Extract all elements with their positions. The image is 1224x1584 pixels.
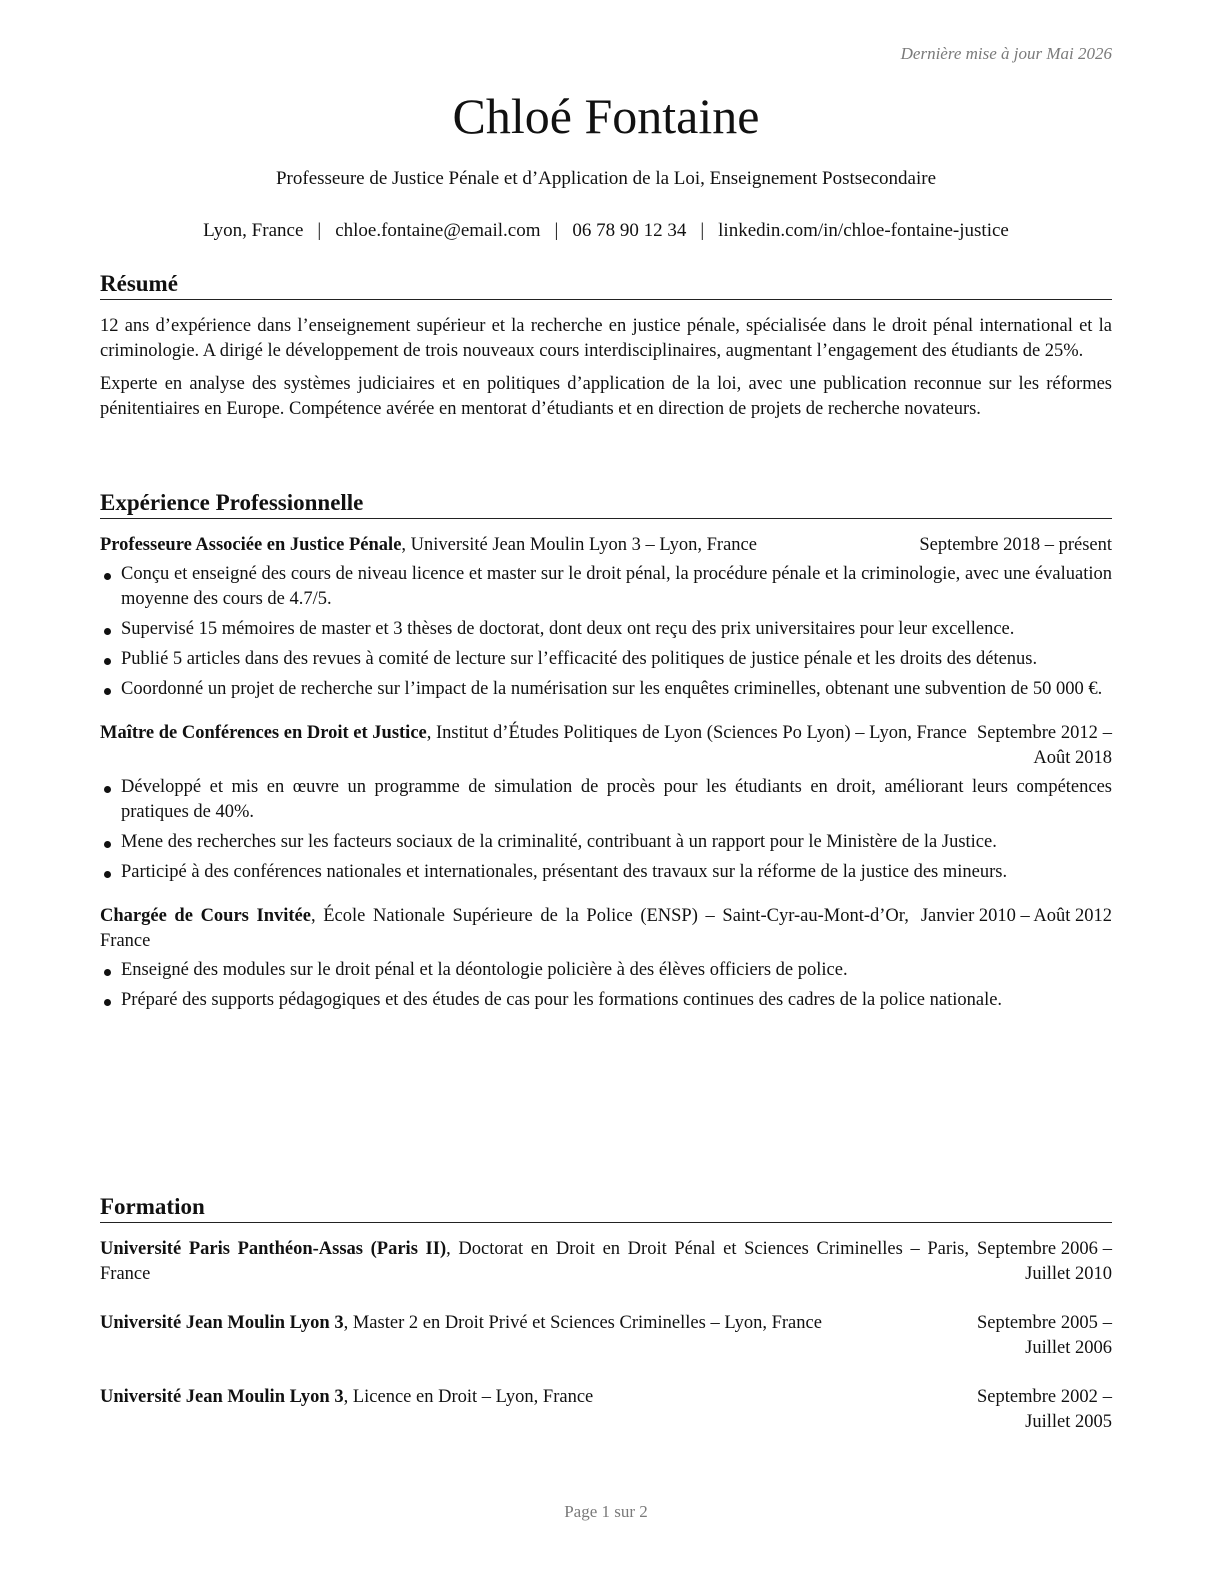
contact-phone: 06 78 90 12 34 (572, 220, 687, 241)
bullet-icon (104, 573, 111, 580)
page-number: Page 1 sur 2 (564, 1502, 648, 1521)
experience-title (100, 533, 907, 558)
bullet-icon (104, 688, 111, 695)
summary-paragraph: Experte en analyse des systèmes judiciaires et en politiques d’application de la loi, avec une publication reconnue sur les réformes pénitentiaires en Europe. Compétence avérée en mentorat d’étudiants et en direction de projets de recherche novateurs. (100, 374, 1112, 419)
bullet-text: Supervisé 15 mémoires de master et 3 thèses de doctorat, dont deux ont reçu des prix universitaires pour leur excellence. (121, 619, 1015, 639)
contact-separator: | (554, 220, 559, 241)
experience-role: Maître de Conférences en Droit et Justice (100, 723, 427, 743)
bullet-icon (104, 871, 111, 878)
bullet-text: Enseigné des modules sur le droit pénal et la déontologie policière à des élèves officiers de police. (121, 960, 848, 980)
experience-header (100, 721, 1112, 771)
experience-dates: Janvier 2010 – Août 2012 (920, 906, 1112, 926)
experience-title (100, 904, 909, 954)
education-degree: , Master 2 en Droit Privé et Sciences Criminelles – Lyon, France (343, 1313, 822, 1333)
experience-entry (100, 904, 1112, 1013)
education-entry (100, 1385, 1112, 1435)
bullet-text: Mene des recherches sur les facteurs sociaux de la criminalité, contribuant à un rapport pour le Ministère de la Justice. (121, 832, 997, 852)
education-dates: Septembre 2006 – Juillet 2010 (977, 1239, 1112, 1284)
bullet-icon (104, 969, 111, 976)
experience-organization: , École Nationale Supérieure de la Police (ENSP) – Saint-Cyr-au-Mont-d’Or, France (100, 906, 909, 951)
candidate-title: Professeure de Justice Pénale et d’Application de la Loi, Enseignement Postsecondaire (275, 168, 937, 189)
bullet-text: Préparé des supports pédagogiques et des études de cas pour les formations continues des cadres de la police nationale. (121, 990, 1003, 1010)
bullet-icon (104, 658, 111, 665)
list-item (100, 677, 1112, 702)
contact-location: Lyon, France (203, 220, 304, 241)
section-heading-summary: Résumé (100, 270, 1112, 300)
list-item (100, 562, 1112, 612)
experience-header (100, 904, 1112, 954)
education-section (100, 1193, 1112, 1435)
last-updated: Dernière mise à jour Mai 2026 (900, 44, 1112, 63)
bullet-text: Développé et mis en œuvre un programme de simulation de procès pour les étudiants en droit, améliorant leurs compétences pratiques de 40%. (121, 777, 1112, 822)
education-degree: , Doctorat en Droit en Droit Pénal et Sciences Criminelles – Paris, France (100, 1239, 969, 1284)
candidate-name: Chloé Fontaine (452, 88, 760, 144)
bullet-text: Publié 5 articles dans des revues à comité de lecture sur l’efficacité des politiques de justice pénale et les droits des détenus. (121, 649, 1038, 669)
list-item (100, 988, 1112, 1013)
bullet-text: Conçu et enseigné des cours de niveau licence et master sur le droit pénal, la procédure pénale et la criminologie, avec une évaluation moyenne des cours de 4.7/5. (121, 564, 1112, 609)
summary-paragraph: 12 ans d’expérience dans l’enseignement supérieur et la recherche en justice pénale, spécialisée dans le droit pénal international et la criminologie. A dirigé le développement de trois nouveaux cours interdisciplinaires, augmentant l’engagement des étudiants de 25%. (100, 316, 1112, 361)
resume-page (100, 0, 1112, 1584)
contact-separator: | (317, 220, 322, 241)
education-school: Université Paris Panthéon-Assas (Paris II) (100, 1239, 447, 1259)
education-title (100, 1237, 969, 1287)
list-item (100, 775, 1112, 825)
bullet-icon (104, 841, 111, 848)
contact-linkedin[interactable]: linkedin.com/in/chloe-fontaine-justice (718, 220, 1009, 241)
experience-dates: Septembre 2018 – présent (919, 535, 1112, 555)
education-dates: Septembre 2002 – Juillet 2005 (977, 1387, 1112, 1432)
experience-header (100, 533, 1112, 558)
experience-role: Professeure Associée en Justice Pénale (100, 535, 402, 555)
bullet-text: Participé à des conférences nationales et internationales, présentant des travaux sur la réforme de la justice des mineurs. (121, 862, 1008, 882)
experience-bullets (100, 562, 1112, 702)
education-school: Université Jean Moulin Lyon 3 (100, 1313, 344, 1333)
experience-bullets (100, 775, 1112, 885)
education-entry (100, 1237, 1112, 1287)
experience-section (100, 489, 1112, 1018)
bullet-icon (104, 999, 111, 1006)
summary-section (100, 270, 1112, 422)
bullet-icon (104, 628, 111, 635)
education-entry (100, 1311, 1112, 1361)
experience-organization: , Université Jean Moulin Lyon 3 – Lyon, France (401, 535, 757, 555)
experience-entry (100, 721, 1112, 885)
experience-entry (100, 533, 1112, 702)
education-school: Université Jean Moulin Lyon 3 (100, 1387, 344, 1407)
contact-email[interactable]: chloe.fontaine@email.com (335, 220, 541, 241)
list-item (100, 860, 1112, 885)
section-heading-experience: Expérience Professionnelle (100, 489, 1112, 519)
experience-role: Chargée de Cours Invitée (100, 906, 311, 926)
bullet-text: Coordonné un projet de recherche sur l’impact de la numérisation sur les enquêtes criminelles, obtenant une subvention de 50 000 €. (121, 679, 1103, 699)
contact-line (100, 218, 1112, 244)
education-title (100, 1385, 969, 1410)
section-heading-education: Formation (100, 1193, 1112, 1223)
list-item (100, 617, 1112, 642)
list-item (100, 830, 1112, 855)
education-dates: Septembre 2005 – Juillet 2006 (977, 1313, 1112, 1358)
experience-bullets (100, 958, 1112, 1013)
contact-separator: | (700, 220, 705, 241)
experience-title (100, 721, 969, 746)
experience-organization: , Institut d’Études Politiques de Lyon (Sciences Po Lyon) – Lyon, France (426, 723, 967, 743)
education-title (100, 1311, 969, 1336)
education-degree: , Licence en Droit – Lyon, France (343, 1387, 594, 1407)
experience-dates: Septembre 2012 – Août 2018 (977, 723, 1112, 768)
bullet-icon (104, 786, 111, 793)
list-item (100, 958, 1112, 983)
list-item (100, 647, 1112, 672)
